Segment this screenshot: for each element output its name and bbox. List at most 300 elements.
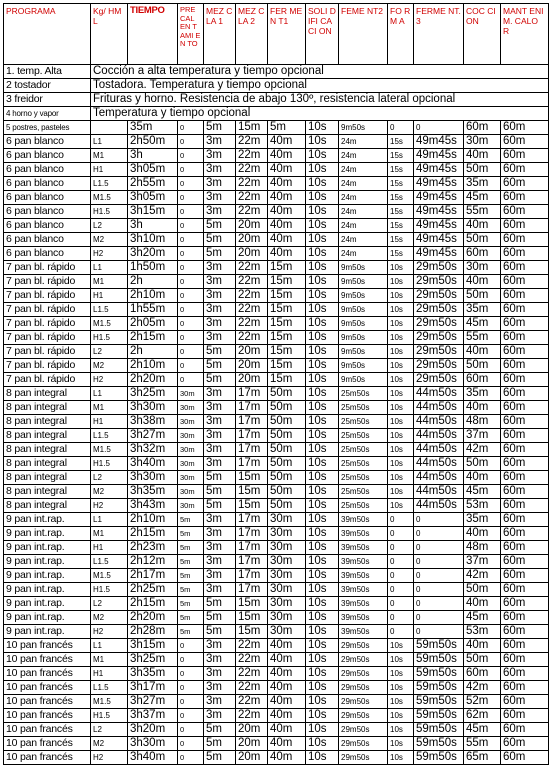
solidificacion-cell: 10s	[306, 541, 339, 555]
fermento-3-cell: 0	[414, 513, 464, 527]
fermento-3-cell: 29m50s	[414, 261, 464, 275]
fermento-2-cell: 24m	[339, 247, 388, 261]
solidificacion-cell: 10s	[306, 429, 339, 443]
programa-cell: 10 pan francés	[4, 723, 91, 737]
mantenimiento-calor-cell: 60m	[501, 457, 549, 471]
tiempo-cell: 3h30m	[128, 471, 178, 485]
mezcla-2-cell: 22m	[236, 275, 268, 289]
mezcla-2-cell: 17m	[236, 457, 268, 471]
mantenimiento-calor-cell: 60m	[501, 219, 549, 233]
forma-cell: 0	[388, 527, 414, 541]
mezcla-2-cell: 22m	[236, 681, 268, 695]
tiempo-cell: 3h15m	[128, 205, 178, 219]
fermento-1-cell: 15m	[268, 373, 306, 387]
tiempo-cell: 2h23m	[128, 541, 178, 555]
coccion-cell: 40m	[464, 597, 501, 611]
forma-cell: 10s	[388, 359, 414, 373]
precalentamiento-cell: 0	[178, 261, 204, 275]
solidificacion-cell: 10s	[306, 219, 339, 233]
programa-cell: 6 pan blanco	[4, 233, 91, 247]
tiempo-cell: 3h43m	[128, 499, 178, 513]
coccion-cell: 45m	[464, 485, 501, 499]
programa-cell: 8 pan integral	[4, 485, 91, 499]
mezcla-1-cell: 3m	[204, 331, 236, 345]
forma-cell: 10s	[388, 373, 414, 387]
fermento-1-cell: 30m	[268, 555, 306, 569]
programa-cell: 7 pan bl. rápido	[4, 275, 91, 289]
fermento-1-cell: 15m	[268, 303, 306, 317]
precalentamiento-cell: 0	[178, 303, 204, 317]
programa-cell: 7 pan bl. rápido	[4, 289, 91, 303]
fermento-1-cell: 40m	[268, 177, 306, 191]
mezcla-1-cell: 3m	[204, 555, 236, 569]
precalentamiento-cell: 5m	[178, 625, 204, 639]
tiempo-cell: 3h20m	[128, 247, 178, 261]
solidificacion-cell: 10s	[306, 317, 339, 331]
programa-cell: 10 pan francés	[4, 709, 91, 723]
coccion-cell: 42m	[464, 569, 501, 583]
precalentamiento-cell: 5m	[178, 541, 204, 555]
coccion-cell: 50m	[464, 233, 501, 247]
forma-cell: 15s	[388, 135, 414, 149]
mezcla-1-cell: 3m	[204, 653, 236, 667]
mezcla-1-cell: 5m	[204, 597, 236, 611]
tiempo-cell: 3h38m	[128, 415, 178, 429]
coccion-cell: 50m	[464, 163, 501, 177]
precalentamiento-cell: 0	[178, 345, 204, 359]
forma-cell: 10s	[388, 695, 414, 709]
mezcla-1-cell: 3m	[204, 387, 236, 401]
programa-cell: 9 pan int.rap.	[4, 583, 91, 597]
fermento-1-cell: 15m	[268, 317, 306, 331]
tiempo-cell: 3h40m	[128, 457, 178, 471]
solidificacion-cell: 10s	[306, 121, 339, 135]
mezcla-1-cell: 3m	[204, 303, 236, 317]
fermento-2-cell: 25m50s	[339, 415, 388, 429]
header-fermento-3: FERME NT.3	[414, 4, 464, 65]
fermento-2-cell: 39m50s	[339, 513, 388, 527]
coccion-cell: 60m	[464, 373, 501, 387]
programa-cell: 9 pan int.rap.	[4, 513, 91, 527]
coccion-cell: 60m	[464, 121, 501, 135]
mezcla-1-cell: 3m	[204, 681, 236, 695]
coccion-cell: 45m	[464, 317, 501, 331]
table-row	[4, 527, 549, 541]
mezcla-1-cell: 5m	[204, 219, 236, 233]
table-row	[4, 667, 549, 681]
table-row	[4, 597, 549, 611]
fermento-3-cell: 0	[414, 555, 464, 569]
header-fermento-1: FER MEN T1	[268, 4, 306, 65]
fermento-2-cell: 24m	[339, 205, 388, 219]
kg-hml-cell: M1	[91, 527, 128, 541]
fermento-3-cell: 59m50s	[414, 723, 464, 737]
forma-cell: 0	[388, 121, 414, 135]
header-precalentamiento: PRE CAL EN TAMI EN TO	[178, 4, 204, 65]
fermento-3-cell: 29m50s	[414, 289, 464, 303]
mantenimiento-calor-cell: 60m	[501, 751, 549, 765]
tiempo-cell: 3h15m	[128, 639, 178, 653]
mantenimiento-calor-cell: 60m	[501, 121, 549, 135]
mantenimiento-calor-cell: 60m	[501, 681, 549, 695]
mantenimiento-calor-cell: 60m	[501, 359, 549, 373]
mantenimiento-calor-cell: 60m	[501, 513, 549, 527]
precalentamiento-cell: 30m	[178, 443, 204, 457]
fermento-2-cell: 25m50s	[339, 443, 388, 457]
precalentamiento-cell: 5m	[178, 597, 204, 611]
mezcla-1-cell: 5m	[204, 485, 236, 499]
description-cell: Frituras y horno. Resistencia de abajo 130º, resistencia lateral opcional	[91, 93, 549, 107]
kg-hml-cell: L1.5	[91, 555, 128, 569]
coccion-cell: 65m	[464, 751, 501, 765]
fermento-1-cell: 40m	[268, 681, 306, 695]
solidificacion-cell: 10s	[306, 373, 339, 387]
coccion-cell: 52m	[464, 695, 501, 709]
table-row	[4, 681, 549, 695]
table-row	[4, 205, 549, 219]
table-row	[4, 149, 549, 163]
fermento-3-cell: 0	[414, 597, 464, 611]
kg-hml-cell: H1	[91, 541, 128, 555]
solidificacion-cell: 10s	[306, 681, 339, 695]
fermento-3-cell: 59m50s	[414, 737, 464, 751]
fermento-2-cell: 29m50s	[339, 681, 388, 695]
precalentamiento-cell: 30m	[178, 429, 204, 443]
tiempo-cell: 2h10m	[128, 359, 178, 373]
tiempo-cell: 2h25m	[128, 583, 178, 597]
coccion-cell: 60m	[464, 247, 501, 261]
fermento-3-cell: 0	[414, 527, 464, 541]
mezcla-1-cell: 5m	[204, 723, 236, 737]
mezcla-2-cell: 22m	[236, 191, 268, 205]
programa-cell: 3 freidor	[4, 93, 91, 107]
table-row	[4, 233, 549, 247]
mezcla-2-cell: 22m	[236, 317, 268, 331]
mantenimiento-calor-cell: 60m	[501, 247, 549, 261]
fermento-2-cell: 9m50s	[339, 345, 388, 359]
programa-cell: 8 pan integral	[4, 443, 91, 457]
forma-cell: 10s	[388, 499, 414, 513]
tiempo-cell: 2h12m	[128, 555, 178, 569]
mantenimiento-calor-cell: 60m	[501, 429, 549, 443]
mezcla-1-cell: 5m	[204, 471, 236, 485]
coccion-cell: 35m	[464, 177, 501, 191]
mantenimiento-calor-cell: 60m	[501, 135, 549, 149]
forma-cell: 10s	[388, 303, 414, 317]
solidificacion-cell: 10s	[306, 415, 339, 429]
programa-cell: 9 pan int.rap.	[4, 541, 91, 555]
fermento-3-cell: 49m45s	[414, 247, 464, 261]
tiempo-cell: 2h17m	[128, 569, 178, 583]
mezcla-2-cell: 20m	[236, 359, 268, 373]
fermento-1-cell: 40m	[268, 247, 306, 261]
solidificacion-cell: 10s	[306, 163, 339, 177]
coccion-cell: 42m	[464, 443, 501, 457]
programa-cell: 7 pan bl. rápido	[4, 261, 91, 275]
mantenimiento-calor-cell: 60m	[501, 205, 549, 219]
coccion-cell: 40m	[464, 401, 501, 415]
table-row	[4, 695, 549, 709]
tiempo-cell: 2h55m	[128, 177, 178, 191]
mezcla-2-cell: 22m	[236, 149, 268, 163]
fermento-1-cell: 40m	[268, 653, 306, 667]
tiempo-cell: 2h20m	[128, 611, 178, 625]
header-solidificacion: SOLI DIFI CACI ON	[306, 4, 339, 65]
forma-cell: 10s	[388, 331, 414, 345]
fermento-3-cell: 0	[414, 625, 464, 639]
fermento-2-cell: 9m50s	[339, 331, 388, 345]
table-row	[4, 359, 549, 373]
mezcla-2-cell: 15m	[236, 611, 268, 625]
fermento-1-cell: 50m	[268, 485, 306, 499]
precalentamiento-cell: 0	[178, 667, 204, 681]
mezcla-1-cell: 3m	[204, 205, 236, 219]
fermento-2-cell: 39m50s	[339, 555, 388, 569]
precalentamiento-cell: 0	[178, 695, 204, 709]
tiempo-cell: 3h25m	[128, 387, 178, 401]
fermento-1-cell: 40m	[268, 135, 306, 149]
forma-cell: 15s	[388, 219, 414, 233]
mantenimiento-calor-cell: 60m	[501, 191, 549, 205]
description-row	[4, 65, 549, 79]
coccion-cell: 40m	[464, 149, 501, 163]
table-row	[4, 289, 549, 303]
kg-hml-cell: H2	[91, 499, 128, 513]
mezcla-1-cell: 5m	[204, 345, 236, 359]
table-row	[4, 219, 549, 233]
fermento-1-cell: 40m	[268, 149, 306, 163]
mezcla-1-cell: 3m	[204, 191, 236, 205]
table-row	[4, 331, 549, 345]
fermento-3-cell: 44m50s	[414, 401, 464, 415]
mezcla-1-cell: 3m	[204, 149, 236, 163]
mezcla-2-cell: 17m	[236, 555, 268, 569]
fermento-2-cell: 9m50s	[339, 373, 388, 387]
table-row	[4, 499, 549, 513]
table-row	[4, 121, 549, 135]
fermento-1-cell: 30m	[268, 513, 306, 527]
kg-hml-cell: L1.5	[91, 681, 128, 695]
fermento-2-cell: 29m50s	[339, 751, 388, 765]
coccion-cell: 55m	[464, 331, 501, 345]
kg-hml-cell: M1	[91, 275, 128, 289]
fermento-1-cell: 50m	[268, 415, 306, 429]
kg-hml-cell: H1	[91, 289, 128, 303]
kg-hml-cell: L1	[91, 639, 128, 653]
table-row	[4, 387, 549, 401]
coccion-cell: 50m	[464, 359, 501, 373]
kg-hml-cell: L1.5	[91, 177, 128, 191]
programa-cell: 9 pan int.rap.	[4, 555, 91, 569]
fermento-2-cell: 9m50s	[339, 121, 388, 135]
mezcla-2-cell: 22m	[236, 639, 268, 653]
precalentamiento-cell: 0	[178, 149, 204, 163]
mezcla-1-cell: 5m	[204, 611, 236, 625]
precalentamiento-cell: 0	[178, 219, 204, 233]
programa-cell: 7 pan bl. rápido	[4, 317, 91, 331]
programa-cell: 10 pan francés	[4, 695, 91, 709]
tiempo-cell: 2h15m	[128, 527, 178, 541]
mantenimiento-calor-cell: 60m	[501, 541, 549, 555]
mezcla-1-cell: 5m	[204, 499, 236, 513]
precalentamiento-cell: 5m	[178, 569, 204, 583]
kg-hml-cell: L2	[91, 345, 128, 359]
precalentamiento-cell: 0	[178, 331, 204, 345]
mantenimiento-calor-cell: 60m	[501, 303, 549, 317]
precalentamiento-cell: 5m	[178, 513, 204, 527]
fermento-3-cell: 44m50s	[414, 499, 464, 513]
coccion-cell: 50m	[464, 457, 501, 471]
kg-hml-cell: L1.5	[91, 429, 128, 443]
header-mezcla-2: MEZ CLA 2	[236, 4, 268, 65]
mezcla-1-cell: 3m	[204, 177, 236, 191]
kg-hml-cell: M1.5	[91, 443, 128, 457]
kg-hml-cell: H1.5	[91, 457, 128, 471]
precalentamiento-cell: 0	[178, 359, 204, 373]
forma-cell: 15s	[388, 247, 414, 261]
fermento-1-cell: 40m	[268, 639, 306, 653]
table-row	[4, 751, 549, 765]
forma-cell: 10s	[388, 667, 414, 681]
mantenimiento-calor-cell: 60m	[501, 597, 549, 611]
mezcla-2-cell: 15m	[236, 121, 268, 135]
solidificacion-cell: 10s	[306, 485, 339, 499]
precalentamiento-cell: 30m	[178, 471, 204, 485]
mantenimiento-calor-cell: 60m	[501, 471, 549, 485]
fermento-2-cell: 24m	[339, 233, 388, 247]
forma-cell: 15s	[388, 205, 414, 219]
tiempo-cell: 2h10m	[128, 289, 178, 303]
forma-cell: 10s	[388, 401, 414, 415]
forma-cell: 10s	[388, 289, 414, 303]
mantenimiento-calor-cell: 60m	[501, 261, 549, 275]
solidificacion-cell: 10s	[306, 723, 339, 737]
table-row	[4, 723, 549, 737]
fermento-1-cell: 30m	[268, 597, 306, 611]
header-programa: PROGRAMA	[4, 4, 91, 65]
precalentamiento-cell: 0	[178, 653, 204, 667]
mezcla-2-cell: 22m	[236, 163, 268, 177]
coccion-cell: 60m	[464, 667, 501, 681]
coccion-cell: 55m	[464, 205, 501, 219]
programa-cell: 10 pan francés	[4, 737, 91, 751]
program-table	[3, 3, 549, 765]
mezcla-2-cell: 22m	[236, 289, 268, 303]
programa-cell: 6 pan blanco	[4, 177, 91, 191]
fermento-3-cell: 0	[414, 121, 464, 135]
fermento-2-cell: 25m50s	[339, 457, 388, 471]
forma-cell: 0	[388, 555, 414, 569]
fermento-1-cell: 40m	[268, 163, 306, 177]
mezcla-2-cell: 17m	[236, 387, 268, 401]
fermento-2-cell: 9m50s	[339, 261, 388, 275]
programa-cell: 10 pan francés	[4, 653, 91, 667]
fermento-3-cell: 29m50s	[414, 359, 464, 373]
mezcla-2-cell: 20m	[236, 345, 268, 359]
fermento-3-cell: 49m45s	[414, 177, 464, 191]
fermento-2-cell: 24m	[339, 163, 388, 177]
fermento-3-cell: 49m45s	[414, 219, 464, 233]
table-row	[4, 611, 549, 625]
kg-hml-cell: H1.5	[91, 331, 128, 345]
precalentamiento-cell: 0	[178, 121, 204, 135]
tiempo-cell: 2h20m	[128, 373, 178, 387]
kg-hml-cell: H2	[91, 373, 128, 387]
kg-hml-cell: M1.5	[91, 569, 128, 583]
tiempo-cell: 3h	[128, 149, 178, 163]
solidificacion-cell: 10s	[306, 695, 339, 709]
description-row	[4, 107, 549, 121]
fermento-3-cell: 29m50s	[414, 275, 464, 289]
solidificacion-cell: 10s	[306, 555, 339, 569]
description-cell: Temperatura y tiempo opcional	[91, 107, 549, 121]
mezcla-2-cell: 20m	[236, 233, 268, 247]
fermento-3-cell: 0	[414, 541, 464, 555]
tiempo-cell: 3h35m	[128, 485, 178, 499]
tiempo-cell: 2h15m	[128, 597, 178, 611]
header-mezcla-1: MEZ CLA 1	[204, 4, 236, 65]
mezcla-1-cell: 3m	[204, 527, 236, 541]
precalentamiento-cell: 0	[178, 205, 204, 219]
fermento-3-cell: 29m50s	[414, 317, 464, 331]
coccion-cell: 37m	[464, 555, 501, 569]
mantenimiento-calor-cell: 60m	[501, 667, 549, 681]
solidificacion-cell: 10s	[306, 275, 339, 289]
mezcla-1-cell: 3m	[204, 583, 236, 597]
fermento-3-cell: 0	[414, 611, 464, 625]
fermento-2-cell: 39m50s	[339, 597, 388, 611]
solidificacion-cell: 10s	[306, 401, 339, 415]
mezcla-2-cell: 15m	[236, 485, 268, 499]
forma-cell: 15s	[388, 163, 414, 177]
mezcla-1-cell: 3m	[204, 709, 236, 723]
mezcla-2-cell: 22m	[236, 695, 268, 709]
kg-hml-cell: M1.5	[91, 191, 128, 205]
mezcla-2-cell: 22m	[236, 331, 268, 345]
solidificacion-cell: 10s	[306, 471, 339, 485]
mezcla-1-cell: 3m	[204, 695, 236, 709]
fermento-2-cell: 29m50s	[339, 667, 388, 681]
programa-cell: 10 pan francés	[4, 681, 91, 695]
kg-hml-cell: H2	[91, 751, 128, 765]
table-row	[4, 653, 549, 667]
fermento-3-cell: 49m45s	[414, 205, 464, 219]
mantenimiento-calor-cell: 60m	[501, 569, 549, 583]
precalentamiento-cell: 0	[178, 275, 204, 289]
tiempo-cell: 2h	[128, 345, 178, 359]
coccion-cell: 48m	[464, 541, 501, 555]
solidificacion-cell: 10s	[306, 639, 339, 653]
kg-hml-cell: L2	[91, 471, 128, 485]
mantenimiento-calor-cell: 60m	[501, 331, 549, 345]
kg-hml-cell: M2	[91, 611, 128, 625]
description-cell: Cocción a alta temperatura y tiempo opcional	[91, 65, 549, 79]
fermento-3-cell: 44m50s	[414, 443, 464, 457]
coccion-cell: 35m	[464, 513, 501, 527]
precalentamiento-cell: 5m	[178, 611, 204, 625]
forma-cell: 10s	[388, 457, 414, 471]
coccion-cell: 62m	[464, 709, 501, 723]
programa-cell: 6 pan blanco	[4, 219, 91, 233]
mezcla-2-cell: 17m	[236, 583, 268, 597]
table-row	[4, 345, 549, 359]
forma-cell: 15s	[388, 191, 414, 205]
kg-hml-cell: M1	[91, 653, 128, 667]
mantenimiento-calor-cell: 60m	[501, 709, 549, 723]
fermento-3-cell: 49m45s	[414, 191, 464, 205]
fermento-1-cell: 15m	[268, 359, 306, 373]
programa-cell: 8 pan integral	[4, 429, 91, 443]
